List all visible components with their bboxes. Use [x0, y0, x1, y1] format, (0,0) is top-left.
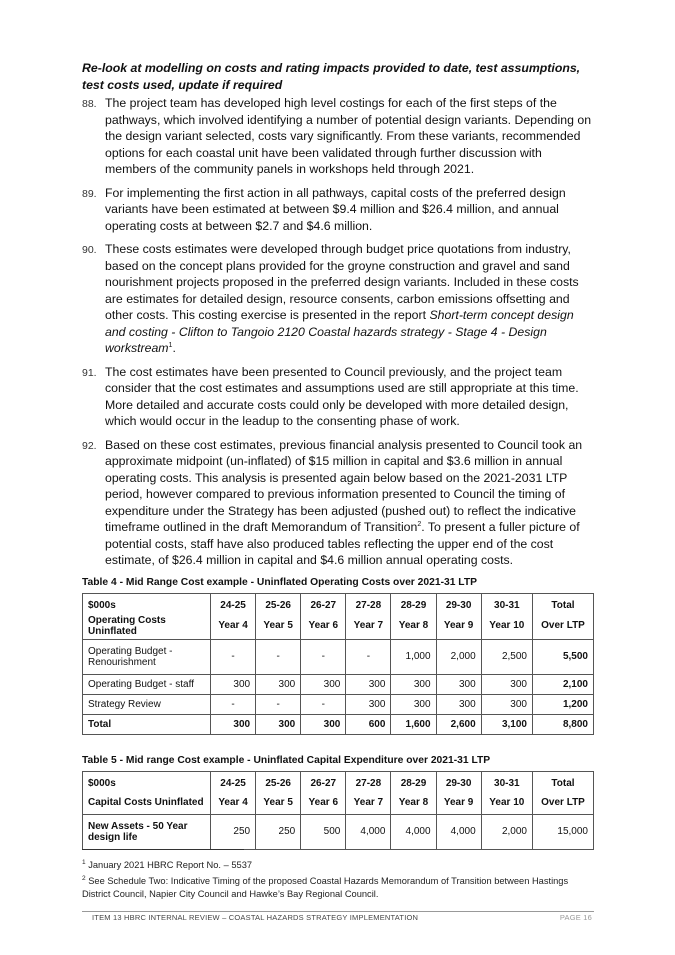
footnote-divider	[82, 849, 244, 850]
header-cell: Year 4	[211, 793, 256, 815]
header-cell: Year 7	[346, 793, 391, 815]
table-cell: 2,100	[532, 674, 593, 694]
table-header-row	[83, 593, 594, 615]
paragraph-88	[82, 95, 594, 178]
table-cell: 1,200	[532, 694, 593, 714]
table-cell: 300	[391, 694, 436, 714]
header-cell: $000s	[83, 593, 211, 615]
document-body	[82, 60, 594, 850]
row-label: Operating Budget - Renourishment	[83, 639, 211, 674]
paragraph-number: 91.	[82, 366, 97, 379]
paragraph-92	[82, 437, 594, 569]
footnote-ref: 2	[417, 520, 422, 528]
table-cell: 300	[346, 694, 391, 714]
header-cell: Operating Costs Uninflated	[83, 615, 211, 640]
header-cell: Year 6	[301, 615, 346, 640]
table-cell: -	[256, 639, 301, 674]
table-cell: 3,100	[481, 714, 532, 734]
table-row	[83, 714, 594, 734]
table-cell: 2,000	[481, 814, 532, 849]
header-cell: 29-30	[436, 593, 481, 615]
header-cell: Over LTP	[532, 793, 593, 815]
header-cell: 26-27	[301, 593, 346, 615]
header-cell: 29-30	[436, 771, 481, 793]
table-cell: 250	[211, 814, 256, 849]
header-cell: Year 9	[436, 793, 481, 815]
paragraph-text-part: These costs estimates were developed through budget price quotations from industry, based on the concept plans provided for the groyne construction and gravel and sand nourishment projects proposed in the preferred design variants. Included in these costs are estimates for detailed design, resource consents, carbon emissions offsetting and other costs. This costing exercise is presented in the report	[105, 242, 579, 322]
page-number: PAGE 16	[559, 913, 592, 922]
paragraph-text-part: Based on these cost estimates, previous financial analysis presented to Council took an approximate midpoint (un-inflated) of $15 million in capital and $3.6 million in annual operating costs. This analysis is presented again below based on the 2021-2031 LTP period, however compared to previous information presented to Council the timing of expenditure under the Strategy has been adjusted (pushed out) to reflect the indicative timeframe outlined in the draft Memorandum of Transition	[105, 437, 583, 534]
table-cell: 600	[346, 714, 391, 734]
table-cell: -	[301, 694, 346, 714]
table-row	[83, 694, 594, 714]
header-cell: Year 5	[256, 793, 301, 815]
section-heading: Re-look at modelling on costs and rating impacts provided to date, test assumptions, test costs used, update if required	[82, 61, 581, 92]
paragraph-text: The cost estimates have been presented to Council previously, and the project team consider that the cost estimates and assumptions used are still appropriate at this time. More detailed and accurate costs could only be developed with more detailed design, which would occur in the leadup to the consenting phase of work.	[105, 364, 579, 428]
table-cell: 4,000	[346, 814, 391, 849]
row-label: Operating Budget - staff	[83, 674, 211, 694]
header-cell: 27-28	[346, 593, 391, 615]
table-cell: -	[256, 694, 301, 714]
header-cell: 28-29	[391, 771, 436, 793]
header-cell: Over LTP	[532, 615, 593, 640]
table-cell: 300	[346, 674, 391, 694]
paragraph-89	[82, 185, 594, 235]
table-subheader-row	[83, 793, 594, 815]
table-cell: 300	[256, 674, 301, 694]
paragraph-text: For implementing the first action in all pathways, capital costs of the preferred design variants have been estimated at between $9.4 million and $26.4 million, and annual operating costs at between $2.7 and $4.6 million.	[105, 185, 566, 233]
table-cell: 300	[391, 674, 436, 694]
table-cell: 1,600	[391, 714, 436, 734]
table-cell: 300	[436, 674, 481, 694]
table-cell: 8,800	[532, 714, 593, 734]
table-row	[83, 639, 594, 674]
header-cell: 30-31	[481, 771, 532, 793]
table-row	[83, 814, 594, 849]
header-cell: Total	[532, 771, 593, 793]
header-cell: 24-25	[211, 771, 256, 793]
paragraph-text-part: . To present a fuller picture of potential costs, staff have also produced tables reflecting the upper end of the cost estimate, of $26.4 million in capital and $4.6 million annual operating costs.	[105, 520, 580, 567]
header-cell: 24-25	[211, 593, 256, 615]
table-cell: 250	[256, 814, 301, 849]
header-cell: Total	[532, 593, 593, 615]
paragraph-text	[105, 241, 594, 357]
header-cell: 25-26	[256, 593, 301, 615]
paragraph-90	[82, 241, 594, 357]
footnote-text: See Schedule Two: Indicative Timing of the proposed Coastal Hazards Memorandum of Transition between Hastings District Council, Napier City Council and Hawke’s Bay Regional Council.	[82, 876, 569, 900]
header-cell: Year 10	[481, 793, 532, 815]
footnote-number: 2	[82, 875, 86, 883]
paragraph-number: 88.	[82, 98, 97, 110]
table-cell: 300	[211, 674, 256, 694]
table-cell: 2,000	[436, 639, 481, 674]
table-cell: 2,600	[436, 714, 481, 734]
table-cell: -	[346, 639, 391, 674]
paragraph-text: The project team has developed high level costings for each of the first steps of the pathways, which involved identifying a number of potential design variants. Depending on the design variant selected, costs vary significantly. From these variants, recommended options for each coastal unit have been validated through further discussion with members of the community panels in workshops held through 2021.	[105, 96, 592, 176]
header-cell: Year 5	[256, 615, 301, 640]
page-footer	[92, 913, 592, 922]
paragraph-text	[105, 437, 594, 569]
header-cell: Year 6	[301, 793, 346, 815]
table-cell: 500	[301, 814, 346, 849]
header-cell: Year 4	[211, 615, 256, 640]
footnote-ref: 1	[168, 341, 173, 349]
paragraph-91	[82, 364, 594, 430]
row-label: New Assets - 50 Year design life	[83, 814, 211, 849]
header-cell: $000s	[83, 771, 211, 793]
header-cell: Year 8	[391, 793, 436, 815]
report-title: Short-term concept design and costing - Clifton to Tangoio 2120 Coastal hazards strategy - Stage 4 - Design workstream	[105, 308, 574, 355]
header-cell: Year 10	[481, 615, 532, 640]
header-cell: Capital Costs Uninflated	[83, 793, 211, 815]
table-subheader-row	[83, 615, 594, 640]
paragraph-text-part: .	[172, 341, 176, 355]
row-label: Total	[83, 714, 211, 734]
table-cell: 5,500	[532, 639, 593, 674]
table-cell: 4,000	[391, 814, 436, 849]
table5-caption: Table 5 - Mid range Cost example - Uninflated Capital Expenditure over 2021-31 LTP	[82, 754, 491, 766]
table-cell: 300	[211, 714, 256, 734]
table-cell: 1,000	[391, 639, 436, 674]
table-cell: 300	[481, 674, 532, 694]
header-cell: Year 8	[391, 615, 436, 640]
table-cell: -	[301, 639, 346, 674]
table-cell: 300	[436, 694, 481, 714]
footer-title: ITEM 13 HBRC INTERNAL REVIEW – COASTAL HAZARDS STRATEGY IMPLEMENTATION	[92, 913, 419, 922]
footer-divider	[82, 911, 594, 912]
footnotes	[82, 856, 594, 901]
footnote-number: 1	[82, 859, 86, 866]
table4-caption: Table 4 - Mid Range Cost example - Uninflated Operating Costs over 2021-31 LTP	[82, 576, 477, 588]
footnote-2	[82, 872, 594, 901]
header-cell: 25-26	[256, 771, 301, 793]
header-cell: 28-29	[391, 593, 436, 615]
table-cell: 2,500	[481, 639, 532, 674]
footnote-1	[82, 856, 594, 872]
table-cell: 4,000	[436, 814, 481, 849]
header-cell: 30-31	[481, 593, 532, 615]
header-cell: Year 9	[436, 615, 481, 640]
header-cell: 26-27	[301, 771, 346, 793]
table-cell: 300	[481, 694, 532, 714]
table4-operating-costs	[82, 593, 594, 735]
row-label: Strategy Review	[83, 694, 211, 714]
table-row	[83, 674, 594, 694]
paragraph-number: 89.	[82, 187, 97, 200]
header-cell: Year 7	[346, 615, 391, 640]
table5-capital-costs	[82, 771, 594, 850]
table-cell: -	[211, 639, 256, 674]
table-cell: 300	[301, 674, 346, 694]
table-cell: 15,000	[532, 814, 593, 849]
paragraph-number: 90.	[82, 244, 97, 256]
header-cell: 27-28	[346, 771, 391, 793]
paragraph-number: 92.	[82, 439, 97, 452]
table-header-row	[83, 771, 594, 793]
table-cell: 300	[301, 714, 346, 734]
table-cell: -	[211, 694, 256, 714]
table-cell: 300	[256, 714, 301, 734]
footnote-text: January 2021 HBRC Report No. – 5537	[85, 860, 253, 871]
